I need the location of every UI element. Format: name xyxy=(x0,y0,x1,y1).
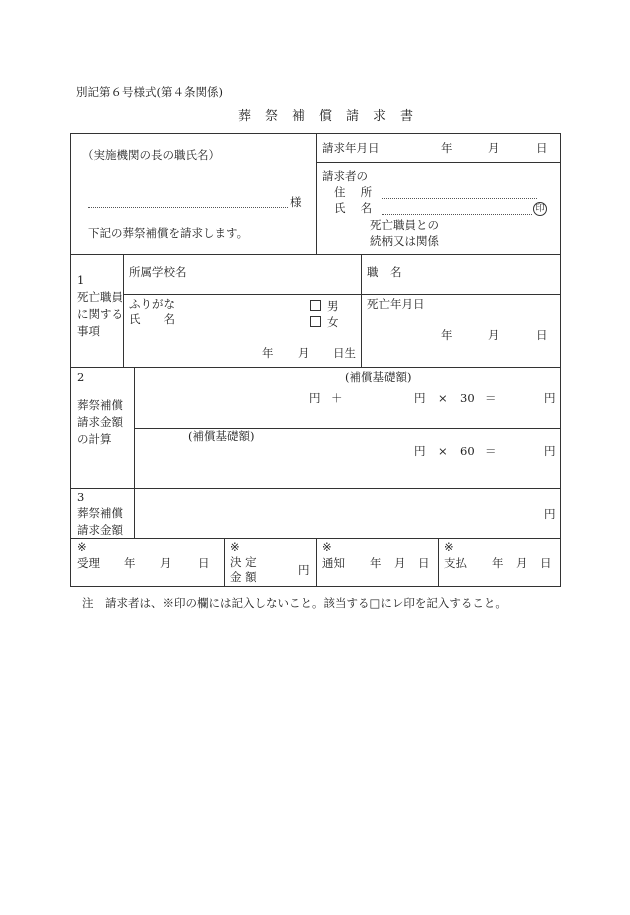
decision-yen: 円 xyxy=(298,563,310,577)
section3-yen: 円 xyxy=(544,507,556,521)
birth-year: 年 xyxy=(262,346,274,360)
birth-month: 月 xyxy=(298,346,310,360)
section3-label: 葬祭補償請求金額 xyxy=(77,506,123,537)
row2-times: × xyxy=(438,444,448,458)
request-text: 下記の葬祭補償を請求します。 xyxy=(88,226,249,240)
male-option[interactable] xyxy=(310,300,339,313)
request-date-label: 請求年月日 xyxy=(322,141,380,155)
row2-equals: ＝ xyxy=(485,444,497,458)
request-date-month: 月 xyxy=(488,141,500,155)
form-title: 葬祭補償請求書 xyxy=(238,109,428,124)
row1-factor: 30 xyxy=(460,391,475,405)
row1-plus: ＋ xyxy=(331,391,343,405)
section3-number: 3 xyxy=(77,490,85,504)
receipt-day: 日 xyxy=(198,556,210,570)
female-checkbox[interactable] xyxy=(310,316,321,327)
receipt-mark: ※ xyxy=(77,540,87,554)
decision-label-2: 金 額 xyxy=(230,570,257,584)
addressee-label: （実施機関の長の職氏名） xyxy=(82,148,220,162)
decision-label-1: 決 定 xyxy=(230,555,257,569)
female-label: 女 xyxy=(327,315,339,329)
death-month: 月 xyxy=(488,328,500,342)
decision-mark: ※ xyxy=(230,540,240,554)
row1-yen-3: 円 xyxy=(544,391,556,405)
school-label: 所属学校名 xyxy=(129,265,187,279)
requester-label: 請求者の xyxy=(322,169,368,183)
name-label: 氏 名 xyxy=(334,201,373,215)
death-year: 年 xyxy=(441,328,453,342)
male-label: 男 xyxy=(327,299,339,313)
request-date-day: 日 xyxy=(536,141,548,155)
notify-month: 月 xyxy=(394,556,406,570)
row1-base-label: (補償基礎額) xyxy=(345,370,412,384)
deceased-name-label: 氏 名 xyxy=(129,312,175,326)
notify-day: 日 xyxy=(418,556,430,570)
row2-yen-1: 円 xyxy=(414,444,426,458)
addressee-line[interactable] xyxy=(88,207,288,208)
row2-base-label: (補償基礎額) xyxy=(188,429,255,443)
section2-number: 2 xyxy=(77,370,85,384)
death-date-label: 死亡年月日 xyxy=(367,297,425,311)
row2-yen-2: 円 xyxy=(544,444,556,458)
name-field[interactable] xyxy=(382,214,532,215)
payment-mark: ※ xyxy=(444,540,454,554)
payment-label: 支払 xyxy=(444,556,467,570)
row1-yen-2: 円 xyxy=(414,391,426,405)
form-note: 注 請求者は、※印の欄には記入しないこと。該当する□にレ印を記入すること。 xyxy=(82,596,507,610)
request-date-year: 年 xyxy=(441,141,453,155)
address-label: 住 所 xyxy=(334,185,373,199)
position-label: 職 名 xyxy=(367,265,402,279)
row2-factor: 60 xyxy=(460,444,475,458)
relation-label-1: 死亡職員との xyxy=(370,218,439,232)
receipt-month: 月 xyxy=(160,556,172,570)
male-checkbox[interactable] xyxy=(310,300,321,311)
seal-mark-icon: 印 xyxy=(533,202,547,216)
payment-day: 日 xyxy=(540,556,552,570)
death-day: 日 xyxy=(536,328,548,342)
section1-number: 1 xyxy=(77,273,85,287)
section2-label: 葬祭補償請求金額の計算 xyxy=(77,398,123,446)
row1-times: × xyxy=(438,391,448,405)
female-option[interactable] xyxy=(310,316,339,329)
relation-label-2: 続柄又は関係 xyxy=(370,234,439,248)
receipt-label: 受理 xyxy=(77,556,100,570)
section1-label: 死亡職員に関する事項 xyxy=(77,290,123,338)
row1-equals: ＝ xyxy=(485,391,497,405)
address-field[interactable] xyxy=(382,198,537,199)
receipt-year: 年 xyxy=(124,556,136,570)
furigana-label: ふりがな xyxy=(129,297,175,311)
notify-year: 年 xyxy=(370,556,382,570)
row1-yen-1: 円 xyxy=(309,391,321,405)
payment-year: 年 xyxy=(492,556,504,570)
honorific: 様 xyxy=(290,195,302,209)
notify-mark: ※ xyxy=(322,540,332,554)
birth-day: 日生 xyxy=(333,346,356,360)
form-number: 別記第６号様式(第４条関係) xyxy=(76,85,223,99)
notify-label: 通知 xyxy=(322,556,345,570)
payment-month: 月 xyxy=(516,556,528,570)
